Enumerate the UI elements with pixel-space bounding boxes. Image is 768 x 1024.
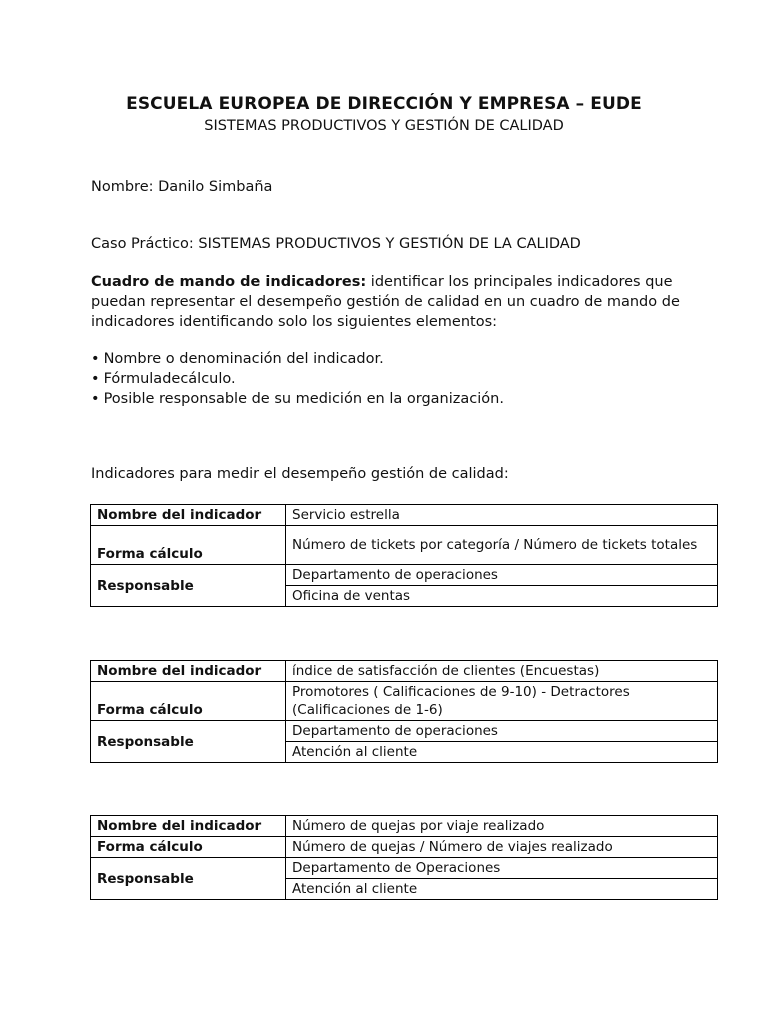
responsible-label: Responsable	[91, 858, 286, 900]
indicator-responsible: Atención al cliente	[286, 879, 718, 900]
indicator-formula: Número de tickets por categoría / Número de tickets totales	[286, 526, 718, 565]
indicator-name: índice de satisfacción de clientes (Encuestas)	[286, 661, 718, 682]
table-row	[91, 837, 718, 858]
requirements-list	[91, 349, 691, 409]
name-label: Nombre del indicador	[91, 505, 286, 526]
indicator-responsible: Atención al cliente	[286, 742, 718, 763]
document-title: ESCUELA EUROPEA DE DIRECCIÓN Y EMPRESA – EUDE	[126, 94, 642, 114]
indicator-name: Servicio estrella	[286, 505, 718, 526]
indicator-responsible: Oficina de ventas	[286, 586, 718, 607]
case-title: Caso Práctico: SISTEMAS PRODUCTIVOS Y GESTIÓN DE LA CALIDAD	[91, 236, 581, 252]
formula-label: Forma cálculo	[91, 682, 286, 721]
indicator-formula: Promotores ( Calificaciones de 9-10) - Detractores (Calificaciones de 1-6)	[286, 682, 718, 721]
responsible-label: Responsable	[91, 721, 286, 763]
indicator-name: Número de quejas por viaje realizado	[286, 816, 718, 837]
indicator-table-2	[90, 660, 718, 763]
indicator-responsible: Departamento de operaciones	[286, 565, 718, 586]
table-row	[91, 565, 718, 586]
task-description	[91, 272, 691, 332]
table-row	[91, 661, 718, 682]
list-item: • Fórmuladecálculo.	[91, 369, 691, 389]
indicator-table-3	[90, 815, 718, 900]
name-label: Nombre del indicador	[91, 816, 286, 837]
indicator-table-1	[90, 504, 718, 607]
document-subtitle: SISTEMAS PRODUCTIVOS Y GESTIÓN DE CALIDAD	[204, 118, 564, 134]
table-row	[91, 816, 718, 837]
name-label: Nombre del indicador	[91, 661, 286, 682]
list-item: • Nombre o denominación del indicador.	[91, 349, 691, 369]
table-row	[91, 682, 718, 721]
table-row	[91, 721, 718, 742]
student-name: Nombre: Danilo Simbaña	[91, 179, 273, 195]
task-label: Cuadro de mando de indicadores:	[91, 274, 367, 290]
task-text: identificar los principales indicadores que puedan representar el desempeño gestión de calidad en un cuadro de mando de indicadores identificando solo los siguientes elementos:	[91, 274, 680, 330]
indicator-formula: Número de quejas / Número de viajes realizado	[286, 837, 718, 858]
formula-label: Forma cálculo	[91, 837, 286, 858]
table-row	[91, 858, 718, 879]
indicator-responsible: Departamento de operaciones	[286, 721, 718, 742]
indicators-intro: Indicadores para medir el desempeño gestión de calidad:	[91, 466, 509, 482]
list-item: • Posible responsable de su medición en la organización.	[91, 389, 691, 409]
table-row	[91, 526, 718, 565]
formula-label: Forma cálculo	[91, 526, 286, 565]
indicator-responsible: Departamento de Operaciones	[286, 858, 718, 879]
responsible-label: Responsable	[91, 565, 286, 607]
table-row	[91, 505, 718, 526]
